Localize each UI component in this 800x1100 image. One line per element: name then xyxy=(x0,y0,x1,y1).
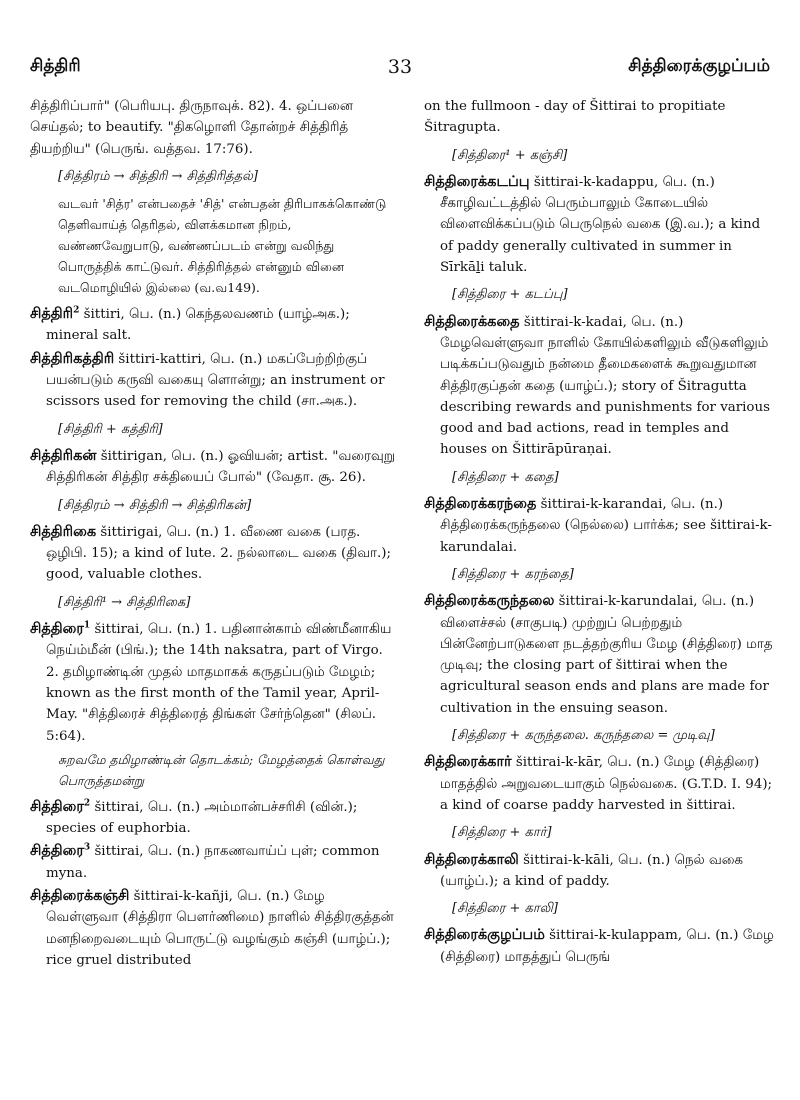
entry-body: šittirai-k-kadappu, பெ. (n.) சீகாழிவட்டத்தில் பெரும்பாலும் கோடையில் விளைவிக்கப்படும் பெருநெல் வகை (இ.வ.); a kind of paddy generally cultivated in summer in Sīrkāḻi taluk. xyxy=(440,174,761,276)
headword: சித்திரைக்கருந்தலை xyxy=(424,593,555,610)
continued-entry-text: சித்திரிப்பார்" (பெரியபு. திருநாவுக். 82). 4. ஒப்பனை செய்தல்; to beautify. "திகழொளி தோன்றச் சித்திரித் தியற்றிய" (பெருங். வத்தவ. 17:76). xyxy=(30,99,353,157)
dictionary-entry xyxy=(30,522,395,586)
dictionary-entry xyxy=(424,172,774,278)
headword: சித்திரைக்குழப்பம் xyxy=(424,927,545,944)
homonym-number: 2 xyxy=(73,305,80,316)
homonym-number: 1 xyxy=(83,620,91,631)
entry-body: šittirai, பெ. (n.) 1. பதினான்காம் விண்மீனாகிய நெய்ம்மீன் (பிங்.); the 14th naksatra, part of Virgo. 2. தமிழாண்டின் முதல் மாதமாகக் கருதப்படும் மேழம்; known as the first month of the Tamil year, April-May. "சித்திரைச் சித்திரைத் திங்கள் சேர்ந்தென" (சிலப். 5:64). xyxy=(46,622,392,744)
etymology: [சித்திரம் → சித்திரி → சித்திரித்தல்] xyxy=(58,168,258,184)
etymology: [சித்திரை + கதை] xyxy=(452,469,559,485)
entry-body: šittirai-k-kañji, பெ. (n.) மேழ வெள்ளுவா (சித்திரா பௌர்ணிமை) நாளில் சித்திரகுத்தன் மனநிறைவடையும் பொருட்டு வழங்கும் கஞ்சி (யாழ்ப்.); rice gruel distributed xyxy=(46,889,394,968)
dictionary-entry xyxy=(424,591,774,719)
entry-body: šittirai-k-kulappam, பெ. (n.) மேழ (சித்திரை) மாதத்துப் பெருங் xyxy=(440,928,774,965)
left-column xyxy=(30,96,395,973)
entry-body: šittiri-kattiri, பெ. (n.) மகப்பேற்றிற்குப் பயன்படும் கருவி வகையு ளொன்று; an instrument or scissors used for removing the child (சா.அக.). xyxy=(46,351,385,410)
entry-body: šittirai-k-kār, பெ. (n.) மேழ (சித்திரை) மாதத்தில் அறுவடையாகும் நெல்வகை. (G.T.D. I. 94); a kind of coarse paddy harvested in šittirai. xyxy=(440,755,773,813)
entry-body: šittirai-k-kadai, பெ. (n.) மேழவெள்ளுவா நாளில் கோயில்களிலும் வீடுகளிலும் படிக்கப்படுவதும் நன்மை தீமைகளைக் கூறுவதுமான சித்திரகுப்தன் கதை (யாழ்ப்.); story of Šitragutta describing rewards and punishments for various good and bad actions, read in temples and houses on Šittirāpūraṇai. xyxy=(440,314,770,458)
right-column xyxy=(424,96,774,970)
headword: சித்திரைக்காலி xyxy=(424,851,519,868)
headword: சித்திரைக்கரந்தை xyxy=(424,496,537,513)
etymology: [சித்திரை + கரந்தை] xyxy=(452,566,574,582)
headword: சித்திரி xyxy=(30,306,74,323)
dictionary-entry xyxy=(424,494,774,558)
headword: சித்திரிகத்திரி xyxy=(30,350,115,367)
headword: சித்திரிகை xyxy=(30,523,97,540)
header-left-guideword: சித்திரி xyxy=(30,56,81,76)
entry-body: šittirigai, பெ. (n.) 1. வீணை வகை (பரத. ஒழிபி. 15); a kind of lute. 2. நல்லாடை வகை (திவா.); good, valuable clothes. xyxy=(46,524,391,583)
page-number: 33 xyxy=(387,56,413,78)
headword: சித்திரைக்கதை xyxy=(424,313,520,330)
entry-body: šittirai, பெ. (n.) நாகணவாய்ப் புள்; common myna. xyxy=(46,844,380,881)
dictionary-entry xyxy=(30,841,395,884)
etymology: [சித்திரை¹ + கஞ்சி] xyxy=(452,147,568,163)
headword: சித்திரைக்கார் xyxy=(424,754,512,771)
etymology: [சித்திரம் → சித்திரி → சித்திரிகன்] xyxy=(58,497,252,513)
entry-body: šittirigan, பெ. (n.) ஓவியன்; artist. "வரைவுறு சித்திரிகன் சித்திர சக்தியைப் போல்" (வேதா. சூ. 26). xyxy=(46,448,395,486)
headword: சித்திரிகன் xyxy=(30,447,97,464)
dictionary-entry xyxy=(424,850,774,893)
quotation: சுறவமே தமிழாண்டின் தொடக்கம்; மேழத்தைக் கொள்வது பொருத்தமன்று xyxy=(58,751,385,788)
explanatory-note: வடவர் 'சித்ர' என்பதைச் 'சித்' என்பதன் திரிபாகக்கொண்டு தெளிவாய்த் தெரிதல், விளக்கமான நிறம், வண்ணவேறுபாடு, வண்ணப்படம் என்று வலிந்து பொருத்திக் காட்டுவர். சித்திரித்தல் என்னும் வினை வடமொழியில் இல்லை (வ.வ149). xyxy=(58,196,387,296)
headword: சித்திரை xyxy=(30,798,84,815)
dictionary-entry xyxy=(30,446,395,489)
headword: சித்திரைக்கடப்பு xyxy=(424,173,530,190)
dictionary-entry xyxy=(424,925,774,968)
entry-body: šittirai, பெ. (n.) அம்மான்பச்சரிசி (வின்.); species of euphorbia. xyxy=(46,799,358,837)
homonym-number: 3 xyxy=(83,842,91,853)
entry-body: šittirai-k-karandai, பெ. (n.) சித்திரைக்கருந்தலை (நெல்லை) பார்க்க; see šittirai-k-karundalai. xyxy=(440,497,772,555)
dictionary-entry xyxy=(30,304,395,347)
dictionary-entry xyxy=(30,619,395,747)
etymology: [சித்திரை + கார்] xyxy=(452,825,552,841)
headword: சித்திரைக்கஞ்சி xyxy=(30,888,130,905)
etymology: [சித்திரை + காலி] xyxy=(452,901,558,917)
etymology: [சித்திரி + கத்திரி] xyxy=(58,421,163,437)
entry-body: šittirai-k-karundalai, பெ. (n.) விளைச்சல் (சாகுபடி) முற்றுப் பெற்றதும் பின்னேற்பாடுகளை நடத்தற்குரிய மேழ (சித்திரை) மாத முடிவு; the closing part of šittirai when the agricultural season ends and plans are made for cultivation in the ensuing season. xyxy=(440,594,773,716)
headword: சித்திரை xyxy=(30,621,84,638)
entry-body: šittiri, பெ. (n.) கெந்தலவணம் (யாழ்அக.); mineral salt. xyxy=(46,307,350,344)
dictionary-entry xyxy=(30,886,395,971)
headword: சித்திரை xyxy=(30,843,84,860)
etymology: [சித்திரை + கடப்பு] xyxy=(452,287,568,303)
etymology: [சித்திரி¹ → சித்திரிகை] xyxy=(58,594,191,610)
dictionary-entry xyxy=(30,797,395,840)
header-right-guideword: சித்திரைக்குழப்பம் xyxy=(628,56,770,76)
homonym-number: 2 xyxy=(83,798,91,809)
page-header xyxy=(30,56,770,88)
continued-entry-text: on the fullmoon - day of Šittirai to propitiate Šitragupta. xyxy=(424,99,726,136)
etymology: [சித்திரை + கருந்தலை. கருந்தலை = முடிவு] xyxy=(452,728,715,744)
dictionary-entry xyxy=(424,312,774,461)
dictionary-entry xyxy=(424,752,774,816)
entry-body: šittirai-k-kāli, பெ. (n.) நெல் வகை (யாழ்ப்.); a kind of paddy. xyxy=(440,852,743,889)
dictionary-entry xyxy=(30,349,395,413)
